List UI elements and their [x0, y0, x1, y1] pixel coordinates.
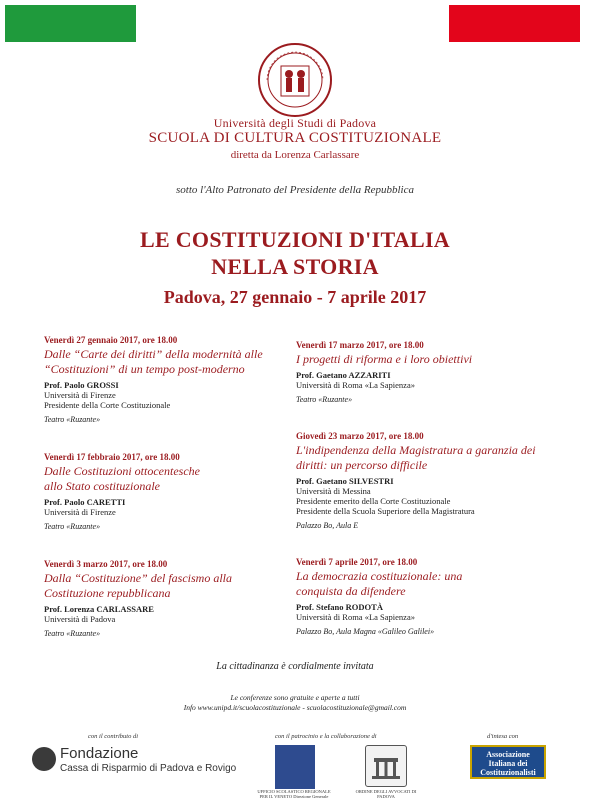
event-when: Venerdì 27 gennaio 2017, ore 18.00: [44, 335, 178, 345]
event-speaker: Prof. Paolo GROSSI: [44, 380, 119, 390]
italian-flag-green-stripe: [5, 5, 136, 42]
university-name: Università degli Studi di Padova: [213, 116, 377, 130]
usr-caption: UFFICIO SCOLASTICO REGIONALE PER IL VENETO Direzione Generale: [257, 789, 331, 799]
event-topic: Dalla “Costituzione” del fascismo alla Costituzione repubblicana: [44, 571, 233, 600]
contributo-label: con il contributo di: [88, 733, 139, 740]
fondazione-emblem-icon: [32, 747, 56, 771]
event-affiliation: Presidente emerito della Corte Costituzionale: [296, 496, 451, 506]
event-dates: Padova, 27 gennaio - 7 aprile 2017: [163, 287, 427, 307]
free-entry-line: Le conferenze sono gratuite e aperte a tutti: [230, 693, 360, 702]
event-speaker: Prof. Lorenza CARLASSARE: [44, 604, 154, 614]
director-line: diretta da Lorenza Carlassare: [230, 149, 360, 161]
event-place: Teatro «Ruzante»: [44, 415, 101, 424]
event-item: [296, 431, 566, 531]
fondazione-subtitle: Cassa di Risparmio di Padova e Rovigo: [60, 763, 237, 774]
event-item: [296, 340, 566, 405]
page-title: [0, 226, 590, 280]
patrocinio-label: con il patrocinio e la collaborazione di: [275, 733, 377, 740]
event-place: Teatro «Ruzante»: [44, 629, 101, 638]
event-when: Venerdì 17 febbraio 2017, ore 18.00: [44, 452, 180, 462]
event-affiliation: Università di Roma «La Sapienza»: [296, 612, 415, 622]
intesa-label: d'intesa con: [487, 733, 519, 740]
patronage-line: sotto l'Alto Patronato del Presidente della Repubblica: [176, 184, 414, 196]
university-seal-icon: [257, 42, 333, 118]
event-when: Venerdì 7 aprile 2017, ore 18.00: [296, 557, 418, 567]
info-line: Info www.unipd.it/scuolacostituzionale - scuolacostituzionale@gmail.com: [183, 703, 407, 712]
event-place: Palazzo Bo, Aula E: [296, 521, 359, 530]
event-topic: L'indipendenza della Magistratura a garanzia dei diritti: un percorso difficile: [296, 443, 536, 472]
event-topic: Dalle “Carte dei diritti” della modernità alle “Costituzioni” di un tempo post-moderno: [44, 347, 263, 376]
ordine-caption: ORDINE DEGLI AVVOCATI DI PADOVA: [355, 789, 417, 799]
event-item: [296, 557, 566, 637]
event-when: Venerdì 17 marzo 2017, ore 18.00: [296, 340, 424, 350]
event-item: [44, 452, 289, 532]
event-place: Palazzo Bo, Aula Magna «Galileo Galilei»: [296, 627, 435, 636]
event-place: Teatro «Ruzante»: [44, 522, 101, 531]
school-name: SCUOLA DI CULTURA COSTITUZIONALE: [148, 130, 442, 146]
event-place: Teatro «Ruzante»: [296, 395, 353, 404]
event-when: Venerdì 3 marzo 2017, ore 18.00: [44, 559, 168, 569]
event-affiliation: Università di Padova: [44, 614, 116, 624]
title-line-1: LE COSTITUZIONI D'ITALIA: [140, 227, 450, 252]
event-affiliation: Università di Roma «La Sapienza»: [296, 380, 415, 390]
invitation-line: La cittadinanza è cordialmente invitata: [216, 661, 374, 672]
event-affiliation: Presidente della Corte Costituzionale: [44, 400, 171, 410]
event-affiliation: Università di Messina: [296, 486, 371, 496]
event-speaker: Prof. Stefano RODOTÀ: [296, 602, 383, 612]
ordine-avvocati-logo-icon: [365, 745, 407, 787]
fondazione-logo: [32, 745, 242, 779]
event-speaker: Prof. Gaetano SILVESTRI: [296, 476, 394, 486]
usr-veneto-logo-icon: [275, 745, 315, 789]
italian-flag-red-stripe: [449, 5, 580, 42]
event-when: Giovedì 23 marzo 2017, ore 18.00: [296, 431, 424, 441]
aic-logo: Associazione Italiana dei Costituzionalisti: [470, 745, 546, 779]
fondazione-name: Fondazione: [60, 745, 139, 762]
event-topic: La democrazia costituzionale: una conquista da difendere: [296, 569, 463, 598]
event-topic: Dalle Costituzioni ottocentesche allo Stato costituzionale: [44, 464, 200, 493]
event-speaker: Prof. Gaetano AZZARITI: [296, 370, 391, 380]
event-affiliation: Università di Firenze: [44, 507, 116, 517]
event-affiliation: Presidente della Scuola Superiore della Magistratura: [296, 506, 475, 516]
event-topic: I progetti di riforma e i loro obiettivi: [296, 352, 473, 366]
title-line-2: NELLA STORIA: [211, 254, 379, 279]
event-affiliation: Università di Firenze: [44, 390, 116, 400]
event-speaker: Prof. Paolo CARETTI: [44, 497, 126, 507]
event-item: [44, 559, 289, 639]
event-item: [44, 335, 289, 425]
